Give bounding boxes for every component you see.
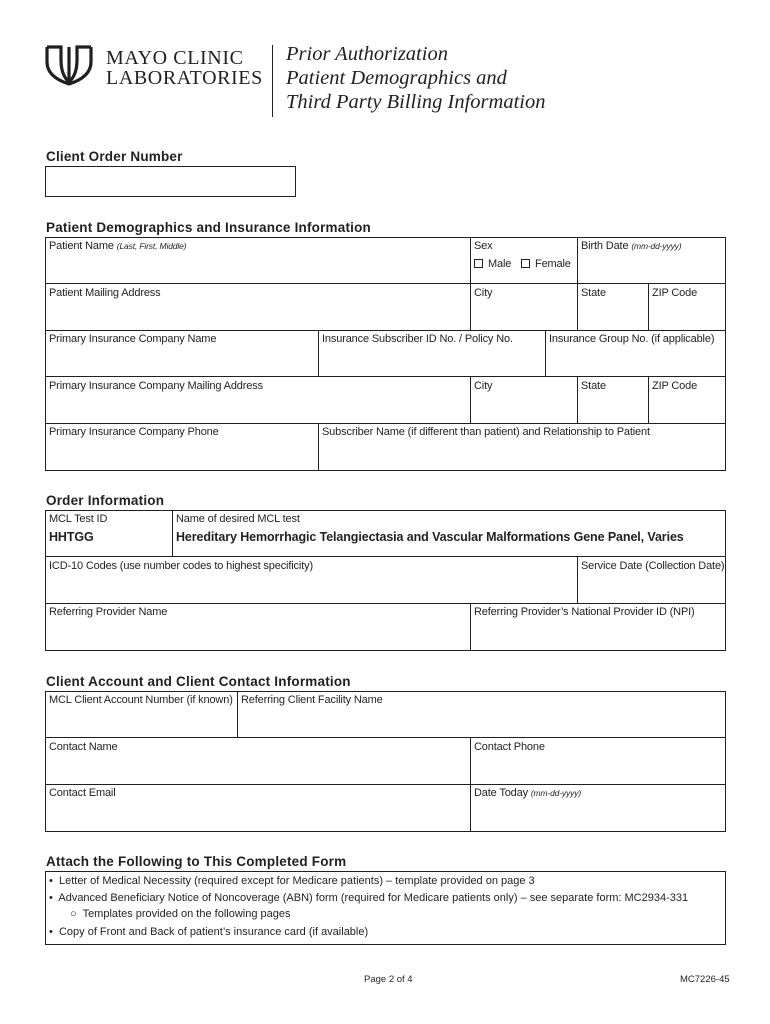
insurance-zip-field[interactable]: ZIP Code xyxy=(652,380,698,392)
client-order-heading: Client Order Number xyxy=(46,149,183,164)
test-name-label: Name of desired MCL test xyxy=(176,513,300,525)
bullet-icon: • xyxy=(49,926,59,938)
insurance-city-field[interactable]: City xyxy=(474,380,493,392)
page-number: Page 2 of 4 xyxy=(364,974,413,985)
test-name-value[interactable]: Hereditary Hemorrhagic Telangiectasia and Vascular Malformations Gene Panel, Varies xyxy=(176,530,684,544)
referring-provider-field[interactable]: Referring Provider Name xyxy=(49,606,168,618)
contact-name-field[interactable]: Contact Name xyxy=(49,741,118,753)
insurance-company-name-field[interactable]: Primary Insurance Company Name xyxy=(49,333,217,345)
icd10-codes-field[interactable]: ICD-10 Codes (use number codes to highest specificity) xyxy=(49,560,313,572)
insurance-address-field[interactable]: Primary Insurance Company Mailing Address xyxy=(49,380,263,392)
subscriber-name-field[interactable]: Subscriber Name (if different than patient) and Relationship to Patient xyxy=(322,426,650,438)
provider-npi-field[interactable]: Referring Provider’s National Provider ID (NPI) xyxy=(474,606,695,618)
order-section-heading: Order Information xyxy=(46,493,165,508)
insurance-state-field[interactable]: State xyxy=(581,380,606,392)
attach-item-2: • Advanced Beneficiary Notice of Noncoverage (ABN) form (required for Medicare patients only) – see separate form: MC2934-331 xyxy=(49,892,689,904)
insurance-subscriber-id-field[interactable]: Insurance Subscriber ID No. / Policy No. xyxy=(322,333,513,345)
attach-section-heading: Attach the Following to This Completed Form xyxy=(46,854,347,869)
service-date-field[interactable]: Service Date (Collection Date) xyxy=(581,560,725,572)
header-divider xyxy=(272,45,273,117)
hollow-bullet-icon: ○ xyxy=(70,908,83,920)
attach-item-2-sub: ○ Templates provided on the following pages xyxy=(70,908,291,920)
logo-text-line2: LABORATORIES xyxy=(106,67,263,89)
client-account-number-field[interactable]: MCL Client Account Number (if known) xyxy=(49,694,233,706)
bullet-icon: • xyxy=(49,875,59,887)
patient-section-heading: Patient Demographics and Insurance Information xyxy=(46,220,372,235)
client-facility-name-field[interactable]: Referring Client Facility Name xyxy=(241,694,383,706)
patient-state-field[interactable]: State xyxy=(581,287,606,299)
page-title-line1: Prior Authorization xyxy=(286,43,448,65)
sex-female-checkbox[interactable]: Female xyxy=(521,258,571,270)
page-title-line3: Third Party Billing Information xyxy=(286,91,546,113)
client-order-input[interactable] xyxy=(45,166,296,197)
patient-address-field[interactable]: Patient Mailing Address xyxy=(49,287,161,299)
attach-item-3: • Copy of Front and Back of patient’s insurance card (if available) xyxy=(49,926,369,938)
mayo-shield-logo-icon xyxy=(44,44,94,86)
page-title-line2: Patient Demographics and xyxy=(286,67,507,89)
sex-label: Sex xyxy=(474,240,493,252)
checkbox-icon xyxy=(474,259,483,268)
client-section-heading: Client Account and Client Contact Information xyxy=(46,674,351,689)
patient-city-field[interactable]: City xyxy=(474,287,493,299)
insurance-phone-field[interactable]: Primary Insurance Company Phone xyxy=(49,426,219,438)
contact-email-field[interactable]: Contact Email xyxy=(49,787,116,799)
form-code: MC7226-45 xyxy=(680,974,730,985)
patient-name-field[interactable]: Patient Name (Last, First, Middle) xyxy=(49,240,187,252)
checkbox-icon xyxy=(521,259,530,268)
logo-text-line1: MAYO CLINIC xyxy=(106,47,244,69)
insurance-group-field[interactable]: Insurance Group No. (if applicable) xyxy=(549,333,715,345)
attach-item-1: • Letter of Medical Necessity (required except for Medicare patients) – template provided on page 3 xyxy=(49,875,535,887)
mcl-test-id-label: MCL Test ID xyxy=(49,513,108,525)
birth-date-field[interactable]: Birth Date (mm-dd-yyyy) xyxy=(581,240,682,252)
bullet-icon: • xyxy=(49,892,59,904)
contact-phone-field[interactable]: Contact Phone xyxy=(474,741,545,753)
sex-male-checkbox[interactable]: Male xyxy=(474,258,511,270)
mcl-test-id-value[interactable]: HHTGG xyxy=(49,530,94,544)
date-today-field[interactable]: Date Today (mm-dd-yyyy) xyxy=(474,787,581,799)
patient-zip-field[interactable]: ZIP Code xyxy=(652,287,698,299)
